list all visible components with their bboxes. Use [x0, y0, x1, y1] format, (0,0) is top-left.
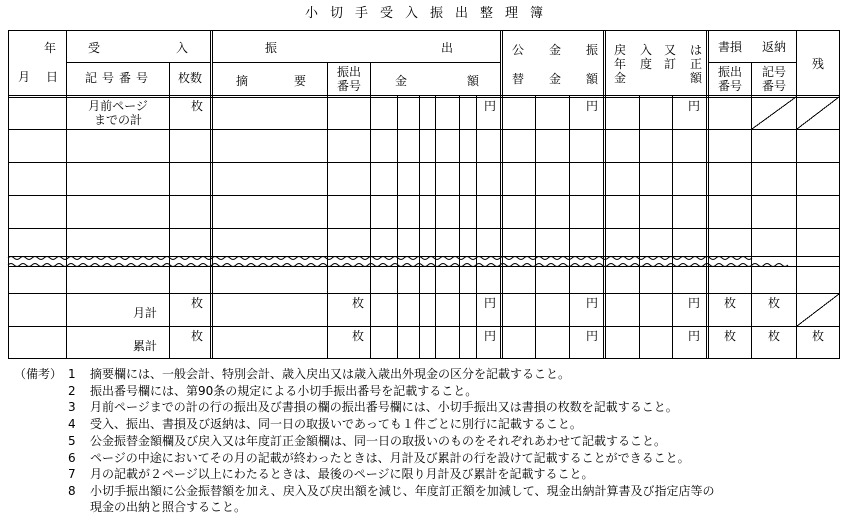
header-reinyu-4: は — [690, 43, 703, 57]
header-reinyu-2: 入 — [640, 43, 653, 57]
header-koukin-5: 金 — [549, 72, 562, 86]
note-number: 1 — [68, 367, 76, 381]
header-koukin-1: 公 — [512, 43, 525, 57]
note-number: 2 — [68, 383, 76, 398]
note-item — [14, 450, 715, 467]
note-number: 4 — [68, 417, 76, 432]
monthly-mai-4: 枚 — [767, 296, 780, 310]
monthly-mai-3: 枚 — [723, 296, 736, 310]
monthly-mai-2: 枚 — [352, 296, 365, 310]
header-receive-2: 入 — [176, 41, 189, 55]
header-furi: 振 — [265, 41, 278, 55]
note-item — [14, 416, 715, 433]
header-henno-sub-1: 記号 — [761, 65, 786, 79]
note-text: 振出番号欄には、第90条の規定による小切手振出番号を記載すること。 — [90, 383, 478, 398]
header-day: 日 — [46, 70, 59, 84]
monthly-total-label: 月計 — [133, 306, 158, 320]
cumulative-total-label: 累計 — [133, 339, 158, 353]
note-number: 7 — [68, 467, 76, 482]
header-reinyu-10: 額 — [690, 71, 703, 85]
note-text: 公金振替金額欄及び戻入又は年度訂正金額欄は、同一日の取扱いのものをそれぞれあわせて記載すること。 — [90, 433, 667, 448]
note-item — [14, 366, 715, 383]
header-tekiyou-1: 摘 — [236, 74, 249, 88]
header-furidashi-bangou-2: 番号 — [336, 79, 361, 93]
header-reinyu-8: 正 — [690, 57, 703, 71]
notes-section — [14, 366, 715, 515]
monthly-en-1: 円 — [484, 296, 497, 310]
header-reinyu-7: 訂 — [664, 57, 677, 71]
carry-en-3: 円 — [688, 99, 701, 113]
header-year: 年 — [44, 41, 57, 55]
header-kin: 金 — [395, 74, 408, 88]
note-item — [14, 433, 715, 450]
carry-mai: 枚 — [191, 99, 204, 113]
header-furidashi-bangou-1: 振出 — [336, 65, 361, 79]
carry-en-1: 円 — [484, 99, 497, 113]
note-number: 3 — [68, 400, 76, 415]
document-title: 小切手受入振出整理簿 — [304, 6, 555, 21]
cumulative-en-2: 円 — [586, 329, 599, 343]
header-zan: 残 — [811, 57, 824, 71]
header-gaku: 額 — [467, 74, 480, 88]
note-text: 月の記載が２ページ以上にわたるときは、最後のページに限り月計及び累計を記載すること。 — [90, 467, 594, 482]
cumulative-mai-3: 枚 — [723, 329, 736, 343]
header-shoson: 書損 — [717, 40, 742, 54]
note-text: ページの中途においてその月の記載が終わったときは、月計及び累計の行を設けて記載することができること。 — [90, 450, 690, 465]
note-number: 6 — [68, 450, 76, 465]
monthly-en-2: 円 — [586, 296, 599, 310]
header-maisu: 枚数 — [177, 71, 202, 85]
header-koukin-4: 替 — [512, 72, 525, 86]
monthly-mai-1: 枚 — [191, 296, 204, 310]
cumulative-en-3: 円 — [688, 329, 701, 343]
note-item — [14, 399, 715, 416]
note-continuation: 現金の出納と照合すること。 — [90, 499, 247, 514]
carry-label-2: までの計 — [93, 113, 142, 127]
header-reinyu-1: 戻 — [614, 43, 627, 57]
cumulative-mai-5: 枚 — [811, 329, 824, 343]
cumulative-en-1: 円 — [484, 329, 497, 343]
header-shoson-sub-2: 番号 — [717, 79, 742, 93]
note-number: 5 — [68, 433, 76, 448]
notes-lead: （備考） — [14, 367, 63, 381]
header-receive: 受 — [88, 41, 101, 55]
header-month: 月 — [18, 70, 31, 84]
header-henno: 返納 — [761, 40, 786, 54]
note-number: 8 — [68, 483, 76, 498]
note-text: 小切手振出額に公金振替額を加え、戻入及び戻出額を減じ、年度訂正額を加減して、現金出納計算書及び指定店等の — [90, 483, 715, 498]
note-item — [14, 383, 715, 400]
note-item — [14, 466, 715, 483]
header-koukin-3: 振 — [586, 43, 599, 57]
note-text: 受入、振出、書損及び返納は、同一日の取扱いであっても１件ごとに別行に記載すること。 — [90, 417, 582, 432]
header-reinyu-5: 年 — [614, 57, 627, 71]
note-text: 月前ページまでの計の行の振出及び書損の欄の振出番号欄には、小切手振出又は書損の枚数を記載すること。 — [90, 400, 678, 415]
monthly-en-3: 円 — [688, 296, 701, 310]
cumulative-mai-1: 枚 — [191, 329, 204, 343]
header-henno-sub-2: 番号 — [761, 79, 786, 93]
header-reinyu-9: 金 — [614, 71, 627, 85]
carry-en-2: 円 — [586, 99, 599, 113]
header-reinyu-6: 度 — [640, 57, 653, 71]
cumulative-mai-2: 枚 — [352, 329, 365, 343]
note-item — [14, 483, 715, 500]
header-koukin-6: 額 — [586, 72, 599, 86]
note-text: 摘要欄には、一般会計、特別会計、歳入戻出又は歳入歳出外現金の区分を記載すること。 — [90, 367, 571, 381]
header-shoson-sub-1: 振出 — [717, 65, 742, 79]
header-kigou-bangou: 記号番号 — [84, 71, 153, 85]
header-tekiyou-2: 要 — [294, 74, 307, 88]
carry-label-1: 月前ページ — [88, 99, 148, 113]
header-reinyu-3: 又 — [664, 43, 677, 57]
header-koukin-2: 金 — [549, 43, 562, 57]
cumulative-mai-4: 枚 — [767, 329, 780, 343]
header-dashi: 出 — [441, 41, 454, 55]
